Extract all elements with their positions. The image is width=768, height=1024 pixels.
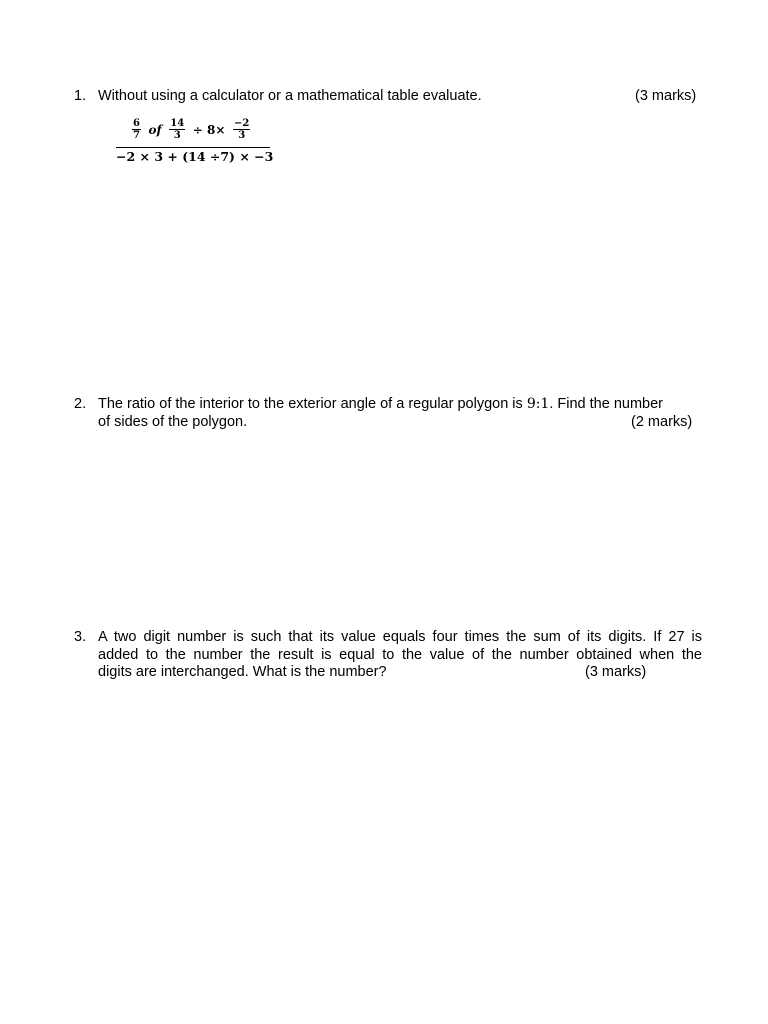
fraction-fourteen-thirds — [169, 118, 185, 141]
question-text-line-2: of sides of the polygon. — [98, 413, 248, 430]
fraction-numerator: 14 — [170, 118, 185, 129]
question-number: 2. — [74, 396, 87, 412]
expression-numerator — [132, 118, 250, 148]
marks-label: (3 marks) — [585, 664, 647, 680]
fraction-denominator: 3 — [238, 130, 246, 141]
question-text: Without using a calculator or a mathematical table evaluate. — [98, 88, 482, 104]
fraction-denominator: 3 — [173, 130, 181, 141]
question-text-line-3: digits are interchanged. What is the number? — [98, 664, 387, 680]
fraction-negative-two-thirds — [233, 118, 250, 141]
fraction-numerator: 6 — [133, 118, 140, 129]
expression-denominator: −2 × 3 + (14 ÷7) × −3 — [116, 149, 274, 164]
operator-divide-times: ÷ 8× — [192, 122, 226, 137]
fraction-numerator: −2 — [234, 118, 250, 129]
question-text-line-1: A two digit number is such that its value equals four times the sum of its digits. If 27 is — [98, 629, 702, 645]
question-text-line-2: added to the number the result is equal to the value of the number obtained when the — [98, 646, 702, 663]
question-number: 3. — [74, 629, 87, 645]
question-text-tail: . Find the number — [549, 396, 663, 412]
question-text-block — [98, 396, 702, 431]
fraction-six-sevenths — [132, 118, 141, 141]
fraction-denominator: 7 — [133, 130, 140, 141]
marks-label: (2 marks) — [631, 413, 693, 430]
question-text-line-1 — [98, 396, 702, 414]
of-word: of — [148, 122, 162, 137]
ratio-value: 9:1 — [526, 396, 550, 412]
question-number: 1. — [74, 88, 87, 104]
question-text-block — [98, 88, 702, 106]
question-text: The ratio of the interior to the exterior angle of a regular polygon is — [98, 396, 523, 412]
marks-label: (3 marks) — [635, 88, 697, 104]
fraction-bar — [116, 147, 270, 148]
